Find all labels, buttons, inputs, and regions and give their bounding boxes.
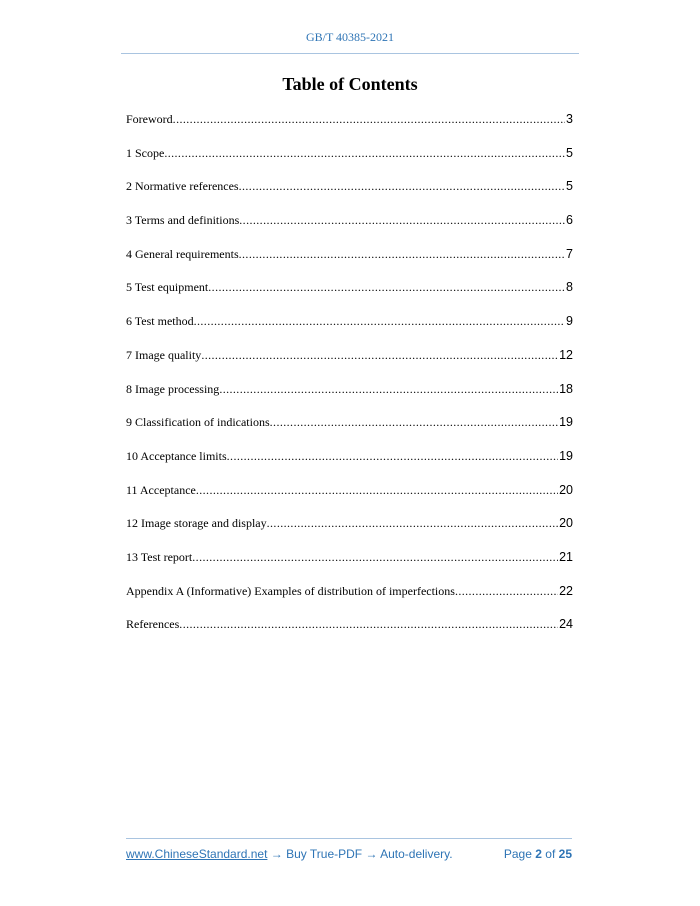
toc-dot-leader [227, 447, 558, 465]
toc-entry-label: 6 Test method [126, 314, 194, 329]
toc-entry-label: References [126, 617, 180, 632]
toc-entry-references[interactable] [126, 615, 573, 649]
toc-dot-leader [179, 615, 558, 633]
toc-dot-leader [192, 548, 558, 566]
toc-entry-label: 3 Terms and definitions [126, 213, 240, 228]
page-word: Page [503, 847, 532, 861]
toc-entry-terms-and-definitions[interactable] [126, 211, 573, 245]
toc-entry-normative-references[interactable] [126, 177, 573, 211]
toc-entry-label: 10 Acceptance limits [126, 448, 227, 463]
toc-dot-leader [173, 110, 565, 128]
toc-entry-label: Foreword [126, 112, 173, 126]
toc-page-number: 20 [559, 482, 573, 497]
toc-page-number: 19 [559, 415, 573, 430]
toc-entry-label: 9 Classification of indications [126, 415, 270, 430]
toc-entry-acceptance[interactable] [126, 481, 573, 515]
toc-dot-leader [201, 346, 558, 364]
document-code-header: GB/T 40385-2021 [305, 30, 395, 44]
of-word: of [545, 847, 556, 861]
toc-entry-classification-of-indications[interactable] [126, 413, 573, 447]
current-page-number: 2 [535, 847, 542, 861]
toc-page-number: 3 [566, 112, 573, 126]
toc-entry-label: 8 Image processing [126, 381, 220, 396]
toc-entry-label: 2 Normative references [126, 179, 239, 194]
toc-entry-label: 13 Test report [126, 549, 193, 564]
toc-entry-label: 4 General requirements [126, 246, 239, 261]
toc-entry-general-requirements[interactable] [126, 245, 573, 279]
toc-page-number: 5 [566, 145, 573, 160]
toc-dot-leader [270, 413, 558, 431]
total-pages-number: 25 [558, 847, 572, 861]
toc-entry-label: 7 Image quality [126, 347, 202, 362]
toc-page-number: 5 [566, 179, 573, 194]
toc-entry-image-storage-and-display[interactable] [126, 514, 573, 548]
toc-entry-label: 12 Image storage and display [126, 516, 267, 531]
toc-dot-leader [164, 144, 565, 162]
toc-page-number: 12 [559, 347, 573, 362]
toc-entry-scope[interactable] [126, 144, 573, 178]
header-divider [121, 53, 579, 54]
toc-page-number: 6 [566, 213, 573, 228]
footer-promo [126, 847, 453, 861]
toc-entry-test-report[interactable] [126, 548, 573, 582]
table-of-contents [126, 110, 573, 649]
page-indicator [504, 847, 572, 861]
toc-entry-image-quality[interactable] [126, 346, 573, 380]
footer-divider [126, 838, 572, 839]
toc-page-number: 20 [559, 516, 573, 531]
toc-dot-leader [239, 177, 565, 195]
toc-dot-leader [196, 481, 558, 499]
toc-page-number: 19 [559, 448, 573, 463]
footer-promo-text: → Buy True-PDF → Auto-delivery. [267, 847, 453, 861]
toc-dot-leader [219, 380, 558, 398]
toc-dot-leader [267, 514, 558, 532]
toc-dot-leader [239, 245, 565, 263]
toc-entry-test-equipment[interactable] [126, 278, 573, 312]
toc-entry-test-method[interactable] [126, 312, 573, 346]
toc-entry-appendix-a[interactable] [126, 582, 573, 616]
toc-page-number: 7 [566, 246, 573, 261]
toc-dot-leader [455, 582, 558, 600]
toc-entry-image-processing[interactable] [126, 380, 573, 414]
toc-page-number: 9 [566, 314, 573, 329]
chinesestandard-link[interactable]: www.ChineseStandard.net [126, 847, 268, 861]
toc-entry-acceptance-limits[interactable] [126, 447, 573, 481]
page-title: Table of Contents [282, 74, 418, 94]
toc-entry-foreword[interactable] [126, 110, 573, 144]
toc-page-number: 24 [559, 617, 573, 632]
toc-page-number: 8 [566, 280, 573, 295]
toc-entry-label: 11 Acceptance [126, 482, 196, 497]
toc-entry-label: Appendix A (Informative) Examples of distribution of imperfections [126, 583, 455, 598]
toc-page-number: 18 [559, 381, 573, 396]
toc-dot-leader [239, 211, 565, 229]
toc-entry-label: 5 Test equipment [126, 280, 209, 295]
toc-entry-label: 1 Scope [126, 145, 165, 160]
toc-page-number: 22 [559, 583, 573, 598]
toc-page-number: 21 [559, 549, 573, 564]
toc-dot-leader [194, 312, 565, 330]
toc-dot-leader [208, 278, 565, 296]
